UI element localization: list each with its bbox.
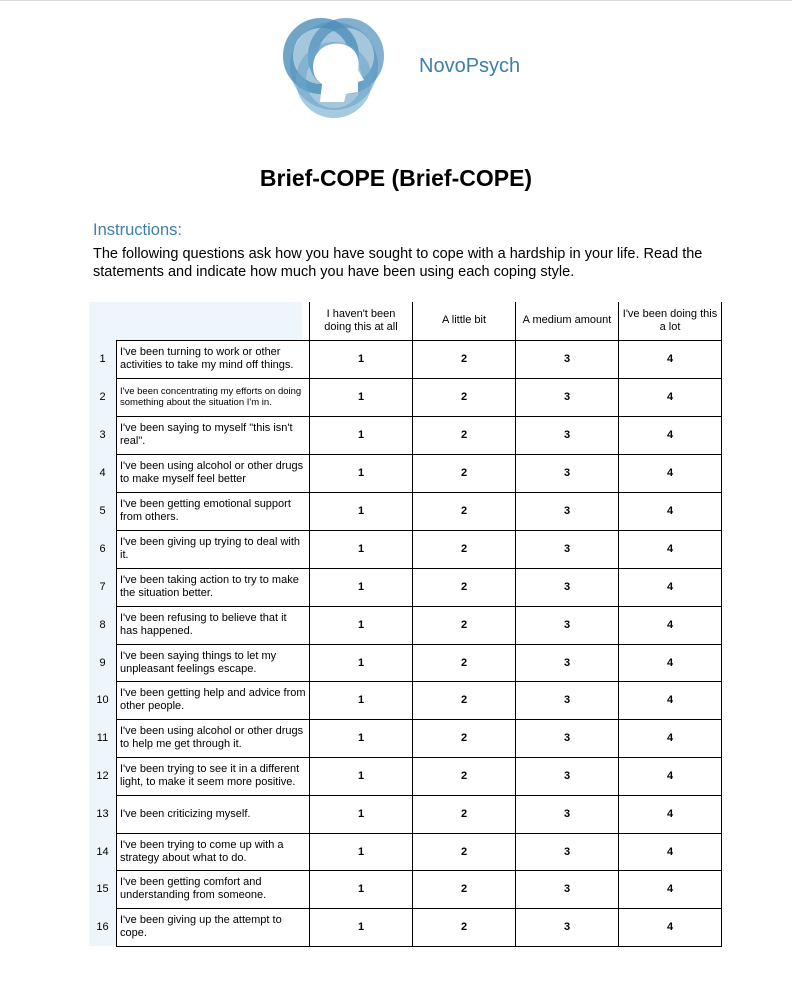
questionnaire-table	[89, 302, 722, 947]
item-number: 12	[96, 770, 109, 782]
table-row	[89, 795, 722, 833]
option-header: I've been doing this a lot	[619, 302, 722, 340]
table-row	[89, 719, 722, 757]
response-option-3[interactable]: 3	[516, 719, 619, 757]
item-statement: I've been using alcohol or other drugs to help me get through it.	[117, 719, 310, 757]
option-header: A medium amount	[516, 302, 619, 340]
response-option-4[interactable]: 4	[619, 340, 722, 378]
response-option-3[interactable]: 3	[516, 606, 619, 644]
item-number: 14	[96, 845, 109, 858]
response-option-2[interactable]: 2	[413, 454, 516, 492]
item-number: 6	[99, 543, 106, 555]
table-row	[89, 340, 722, 378]
response-option-4[interactable]: 4	[619, 530, 722, 568]
response-option-3[interactable]: 3	[516, 908, 619, 946]
response-option-2[interactable]: 2	[413, 568, 516, 606]
response-option-2[interactable]: 2	[413, 833, 516, 870]
item-statement: I've been trying to see it in a different light, to make it seem more positive.	[117, 757, 310, 795]
item-statement: I've been refusing to believe that it has happened.	[117, 606, 310, 644]
response-option-4[interactable]: 4	[619, 870, 722, 908]
response-option-2[interactable]: 2	[413, 530, 516, 568]
instructions-heading: Instructions:	[93, 221, 182, 239]
response-option-1[interactable]: 1	[310, 378, 413, 416]
item-statement: I've been taking action to try to make the situation better.	[117, 568, 310, 606]
response-option-1[interactable]: 1	[310, 606, 413, 644]
response-option-1[interactable]: 1	[310, 454, 413, 492]
item-number: 4	[99, 467, 106, 479]
response-option-2[interactable]: 2	[413, 644, 516, 681]
table-row	[89, 530, 722, 568]
response-option-1[interactable]: 1	[310, 340, 413, 378]
header-blank	[89, 302, 117, 340]
item-number: 15	[96, 883, 109, 895]
response-option-1[interactable]: 1	[310, 719, 413, 757]
response-option-1[interactable]: 1	[310, 795, 413, 833]
brand-name: NovoPsych	[419, 55, 521, 77]
response-option-4[interactable]: 4	[619, 833, 722, 870]
item-statement: I've been getting help and advice from other people.	[117, 681, 310, 719]
response-option-1[interactable]: 1	[310, 644, 413, 681]
response-option-4[interactable]: 4	[619, 378, 722, 416]
response-option-3[interactable]: 3	[516, 454, 619, 492]
response-option-4[interactable]: 4	[619, 416, 722, 454]
response-option-3[interactable]: 3	[516, 795, 619, 833]
table-row	[89, 454, 722, 492]
response-option-4[interactable]: 4	[619, 719, 722, 757]
response-option-4[interactable]: 4	[619, 568, 722, 606]
response-option-2[interactable]: 2	[413, 795, 516, 833]
table-header-row	[89, 302, 722, 340]
response-option-4[interactable]: 4	[619, 454, 722, 492]
response-option-4[interactable]: 4	[619, 757, 722, 795]
response-option-1[interactable]: 1	[310, 416, 413, 454]
page-title: Brief-COPE (Brief-COPE)	[259, 165, 533, 191]
response-option-3[interactable]: 3	[516, 340, 619, 378]
table-row	[89, 378, 722, 416]
response-option-2[interactable]: 2	[413, 378, 516, 416]
response-option-3[interactable]: 3	[516, 568, 619, 606]
response-option-2[interactable]: 2	[413, 681, 516, 719]
item-number: 7	[99, 581, 106, 593]
response-option-1[interactable]: 1	[310, 870, 413, 908]
header-blank	[117, 302, 310, 340]
item-number: 1	[99, 353, 106, 365]
response-option-2[interactable]: 2	[413, 908, 516, 946]
response-option-3[interactable]: 3	[516, 416, 619, 454]
response-option-2[interactable]: 2	[413, 492, 516, 530]
item-number: 10	[96, 694, 109, 706]
table-row	[89, 833, 722, 870]
item-statement: I've been concentrating my efforts on doing something about the situation I'm in.	[117, 378, 310, 416]
item-statement: I've been getting comfort and understanding from someone.	[117, 870, 310, 908]
response-option-4[interactable]: 4	[619, 606, 722, 644]
item-number: 3	[99, 429, 106, 441]
response-option-3[interactable]: 3	[516, 870, 619, 908]
option-header: A little bit	[413, 302, 516, 340]
table-row	[89, 416, 722, 454]
table-row	[89, 681, 722, 719]
response-option-1[interactable]: 1	[310, 681, 413, 719]
item-statement: I've been using alcohol or other drugs to make myself feel better	[117, 454, 310, 492]
item-number: 2	[99, 391, 106, 403]
response-option-1[interactable]: 1	[310, 833, 413, 870]
table-row	[89, 606, 722, 644]
instructions-text: The following questions ask how you have sought to cope with a hardship in your life. Read the statements and indicate how much you have been using each coping style.	[93, 246, 703, 280]
item-statement: I've been giving up trying to deal with it.	[117, 530, 310, 568]
item-statement: I've been turning to work or other activities to take my mind off things.	[117, 340, 310, 378]
novopsych-logo-icon	[278, 10, 390, 122]
item-number: 13	[96, 808, 109, 820]
item-number: 9	[99, 656, 106, 669]
response-option-4[interactable]: 4	[619, 644, 722, 681]
table-row	[89, 644, 722, 681]
response-option-2[interactable]: 2	[413, 870, 516, 908]
response-option-4[interactable]: 4	[619, 681, 722, 719]
response-option-2[interactable]: 2	[413, 757, 516, 795]
item-number: 16	[96, 921, 109, 933]
item-number: 11	[96, 732, 109, 744]
table-row	[89, 568, 722, 606]
response-option-3[interactable]: 3	[516, 530, 619, 568]
response-option-3[interactable]: 3	[516, 833, 619, 870]
item-number: 8	[99, 619, 106, 631]
table-row	[89, 870, 722, 908]
response-option-1[interactable]: 1	[310, 908, 413, 946]
response-option-3[interactable]: 3	[516, 757, 619, 795]
item-statement: I've been trying to come up with a strategy about what to do.	[117, 833, 310, 870]
response-option-4[interactable]: 4	[619, 492, 722, 530]
response-option-2[interactable]: 2	[413, 340, 516, 378]
item-statement: I've been saying to myself "this isn't real".	[117, 416, 310, 454]
option-header: I haven't been doing this at all	[310, 302, 413, 340]
response-option-3[interactable]: 3	[516, 378, 619, 416]
response-option-1[interactable]: 1	[310, 757, 413, 795]
item-number: 5	[99, 505, 106, 517]
response-option-1[interactable]: 1	[310, 530, 413, 568]
table-row	[89, 492, 722, 530]
item-statement: I've been getting emotional support from others.	[117, 492, 310, 530]
response-option-2[interactable]: 2	[413, 719, 516, 757]
response-option-2[interactable]: 2	[413, 606, 516, 644]
table-row	[89, 757, 722, 795]
response-option-1[interactable]: 1	[310, 568, 413, 606]
response-option-3[interactable]: 3	[516, 492, 619, 530]
top-border	[0, 0, 792, 1]
response-option-1[interactable]: 1	[310, 492, 413, 530]
response-option-4[interactable]: 4	[619, 795, 722, 833]
response-option-3[interactable]: 3	[516, 681, 619, 719]
response-option-2[interactable]: 2	[413, 416, 516, 454]
item-statement: I've been criticizing myself.	[117, 795, 310, 833]
response-option-3[interactable]: 3	[516, 644, 619, 681]
response-option-4[interactable]: 4	[619, 908, 722, 946]
item-statement: I've been giving up the attempt to cope.	[117, 908, 310, 946]
item-statement: I've been saying things to let my unpleasant feelings escape.	[117, 644, 310, 681]
table-row	[89, 908, 722, 946]
